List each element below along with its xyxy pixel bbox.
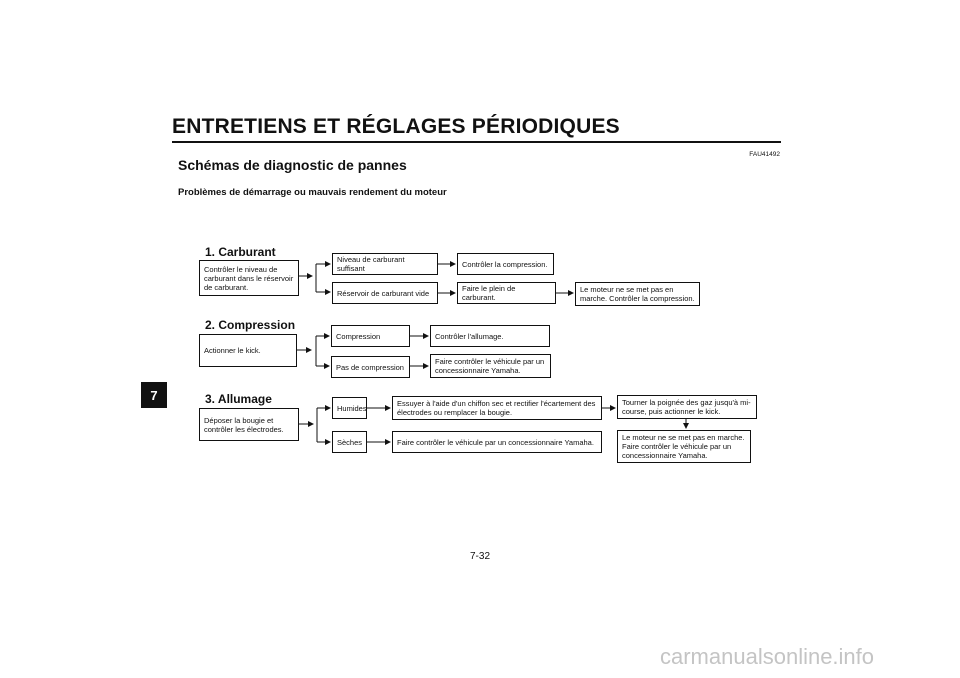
box-c3-wet-result bbox=[617, 430, 751, 463]
box-c2-start bbox=[199, 334, 297, 367]
box-c1-no-action bbox=[457, 282, 556, 304]
box-c3-wet-next-text: Tourner la poignée des gaz jusqu'à mi-course, puis actionner le kick. bbox=[622, 398, 751, 416]
box-c1-yes bbox=[332, 253, 438, 275]
box-c2-no-text: Pas de compression bbox=[336, 362, 404, 372]
section-title: Schémas de diagnostic de pannes bbox=[178, 157, 407, 173]
box-c1-no-result bbox=[575, 282, 700, 306]
watermark: carmanualsonline.info bbox=[660, 644, 875, 669]
box-c1-start-text: Contrôler le niveau de carburant dans le réservoir de carburant. bbox=[204, 264, 294, 292]
box-c1-yes-action bbox=[457, 253, 554, 275]
box-c1-yes-text: Niveau de carburant suffisant bbox=[337, 255, 405, 273]
box-c2-yes-text: Compression bbox=[336, 331, 381, 341]
group-title-compression: 2. Compression bbox=[205, 318, 296, 332]
box-c3-dry bbox=[332, 431, 367, 453]
chapter-tab: 7 bbox=[141, 382, 167, 408]
box-c3-wet-action-text: Essuyer à l'aide d'un chiffon sec et rectifier l'écartement des électrodes ou remplacer la bougie. bbox=[397, 399, 596, 417]
box-c3-start-text: Déposer la bougie et contrôler les électrodes. bbox=[204, 415, 284, 434]
box-c3-wet-text: Humides bbox=[337, 403, 367, 413]
box-c3-wet bbox=[332, 397, 367, 419]
box-c2-start-text: Actionner le kick. bbox=[204, 346, 261, 355]
box-c1-no bbox=[332, 282, 438, 304]
box-c1-no-result-text: Le moteur ne se met pas en marche. Contrôler la compression. bbox=[580, 285, 695, 303]
page-header-title: ENTRETIENS ET RÉGLAGES PÉRIODIQUES bbox=[172, 115, 620, 138]
document-code: FAU41492 bbox=[749, 151, 780, 158]
box-c2-yes-action-text: Contrôler l'allumage. bbox=[435, 331, 504, 341]
group-title-carburant: 1. Carburant bbox=[205, 245, 276, 259]
box-c2-yes-action bbox=[430, 325, 550, 347]
box-c3-dry-text: Sèches bbox=[337, 437, 363, 447]
box-c1-start bbox=[199, 260, 299, 296]
subsection-title: Problèmes de démarrage ou mauvais rendement du moteur bbox=[178, 187, 447, 198]
box-c2-yes bbox=[331, 325, 410, 347]
box-c2-no-action-text: Faire contrôler le véhicule par un concessionnaire Yamaha. bbox=[435, 357, 545, 375]
group-title-allumage: 3. Allumage bbox=[205, 392, 272, 406]
box-c1-yes-action-text: Contrôler la compression. bbox=[462, 259, 548, 269]
box-c2-no-action bbox=[430, 354, 551, 378]
page-number: 7-32 bbox=[469, 551, 490, 562]
box-c1-no-action-text: Faire le plein de carburant. bbox=[462, 284, 516, 302]
box-c1-no-text: Réservoir de carburant vide bbox=[337, 288, 430, 298]
box-c3-dry-action bbox=[392, 431, 602, 453]
box-c3-wet-result-text: Le moteur ne se met pas en marche. Faire contrôler le véhicule par un concessionnaire Yamaha. bbox=[622, 433, 745, 460]
box-c3-wet-next bbox=[617, 395, 757, 419]
box-c3-dry-action-text: Faire contrôler le véhicule par un concessionnaire Yamaha. bbox=[397, 437, 594, 447]
box-c2-no bbox=[331, 356, 410, 378]
box-c3-start bbox=[199, 408, 299, 441]
box-c3-wet-action bbox=[392, 396, 602, 420]
